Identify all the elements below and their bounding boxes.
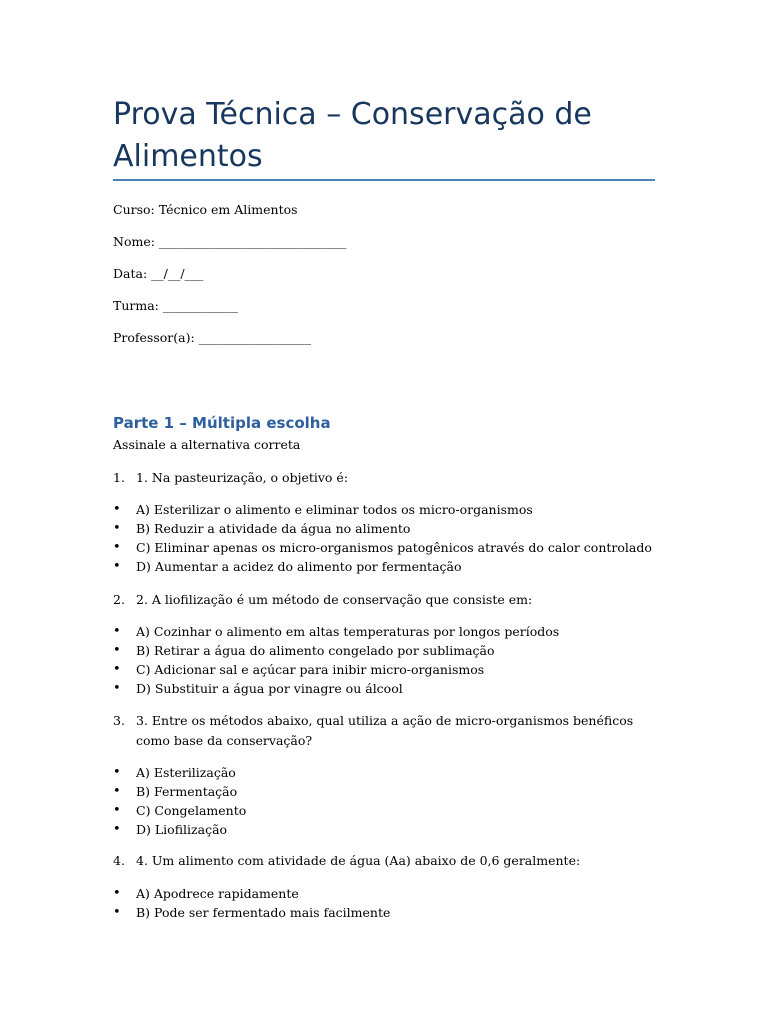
bullet-icon: • (113, 905, 121, 920)
option-text: A) Apodrece rapidamente (136, 886, 299, 901)
option-text: B) Retirar a água do alimento congelado por sublimação (136, 643, 495, 658)
document-title: Prova Técnica – Conservação de Alimentos (113, 97, 592, 174)
option-item (113, 641, 559, 660)
field-curso: Curso: Técnico em Alimentos (113, 202, 298, 217)
bullet-icon: • (113, 559, 121, 574)
bullet-icon: • (113, 803, 121, 818)
options-list-4 (113, 884, 390, 922)
bullet-icon: • (113, 643, 121, 658)
question-number: 3. (113, 713, 125, 728)
question-text: 1. Na pasteurização, o objetivo é: (136, 470, 349, 485)
option-text: D) Liofilização (136, 822, 228, 837)
options-list-3 (113, 763, 246, 839)
bullet-icon: • (113, 662, 121, 677)
instruction-text: Assinale a alternativa correta (113, 437, 301, 452)
question-text: 4. Um alimento com atividade de água (Aa) abaixo de 0,6 geralmente: (136, 853, 581, 868)
bullet-icon: • (113, 886, 121, 901)
bullet-icon: • (113, 822, 121, 837)
bullet-icon: • (113, 681, 121, 696)
question-text: 2. A liofilização é um método de conservação que consiste em: (136, 592, 533, 607)
option-text: B) Reduzir a atividade da água no alimento (136, 521, 411, 536)
option-item (113, 660, 559, 679)
bullet-icon: • (113, 765, 121, 780)
option-text: C) Adicionar sal e açúcar para inibir micro-organismos (136, 662, 485, 677)
option-item (113, 622, 559, 641)
option-item (113, 679, 559, 698)
question-number: 2. (113, 592, 125, 607)
option-text: C) Congelamento (136, 803, 247, 818)
option-item (113, 820, 246, 839)
option-text: B) Fermentação (136, 784, 238, 799)
option-text: C) Eliminar apenas os micro-organismos patogênicos através do calor controlado (136, 540, 652, 555)
option-item (113, 884, 390, 903)
options-list-2 (113, 622, 559, 698)
section-heading-part1: Parte 1 – Múltipla escolha (113, 414, 331, 432)
option-item (113, 500, 652, 519)
title-underline (113, 179, 655, 181)
bullet-icon: • (113, 784, 121, 799)
option-text: D) Aumentar a acidez do alimento por fermentação (136, 559, 462, 574)
bullet-icon: • (113, 540, 121, 555)
option-text: A) Cozinhar o alimento em altas temperaturas por longos períodos (136, 624, 560, 639)
question-number: 1. (113, 470, 125, 485)
option-item (113, 763, 246, 782)
option-text: B) Pode ser fermentado mais facilmente (136, 905, 391, 920)
field-professor: Professor(a): __________________ (113, 330, 312, 345)
question-4 (113, 851, 658, 871)
option-item (113, 538, 652, 557)
question-text: 3. Entre os métodos abaixo, qual utiliza a ação de micro-organismos benéficos como base da conservação? (136, 713, 634, 748)
option-text: A) Esterilização (136, 765, 236, 780)
bullet-icon: • (113, 521, 121, 536)
options-list-1 (113, 500, 652, 576)
field-data: Data: __/__/___ (113, 266, 204, 281)
option-text: D) Substituir a água por vinagre ou álcool (136, 681, 403, 696)
option-item (113, 801, 246, 820)
option-item (113, 903, 390, 922)
field-nome: Nome: ______________________________ (113, 234, 347, 249)
question-number: 4. (113, 853, 125, 868)
option-item (113, 519, 652, 538)
option-item (113, 782, 246, 801)
bullet-icon: • (113, 624, 121, 639)
bullet-icon: • (113, 502, 121, 517)
field-turma: Turma: ____________ (113, 298, 238, 313)
question-2 (113, 590, 658, 610)
option-text: A) Esterilizar o alimento e eliminar todos os micro-organismos (136, 502, 533, 517)
question-3 (113, 711, 658, 751)
option-item (113, 557, 652, 576)
question-1 (113, 468, 658, 488)
